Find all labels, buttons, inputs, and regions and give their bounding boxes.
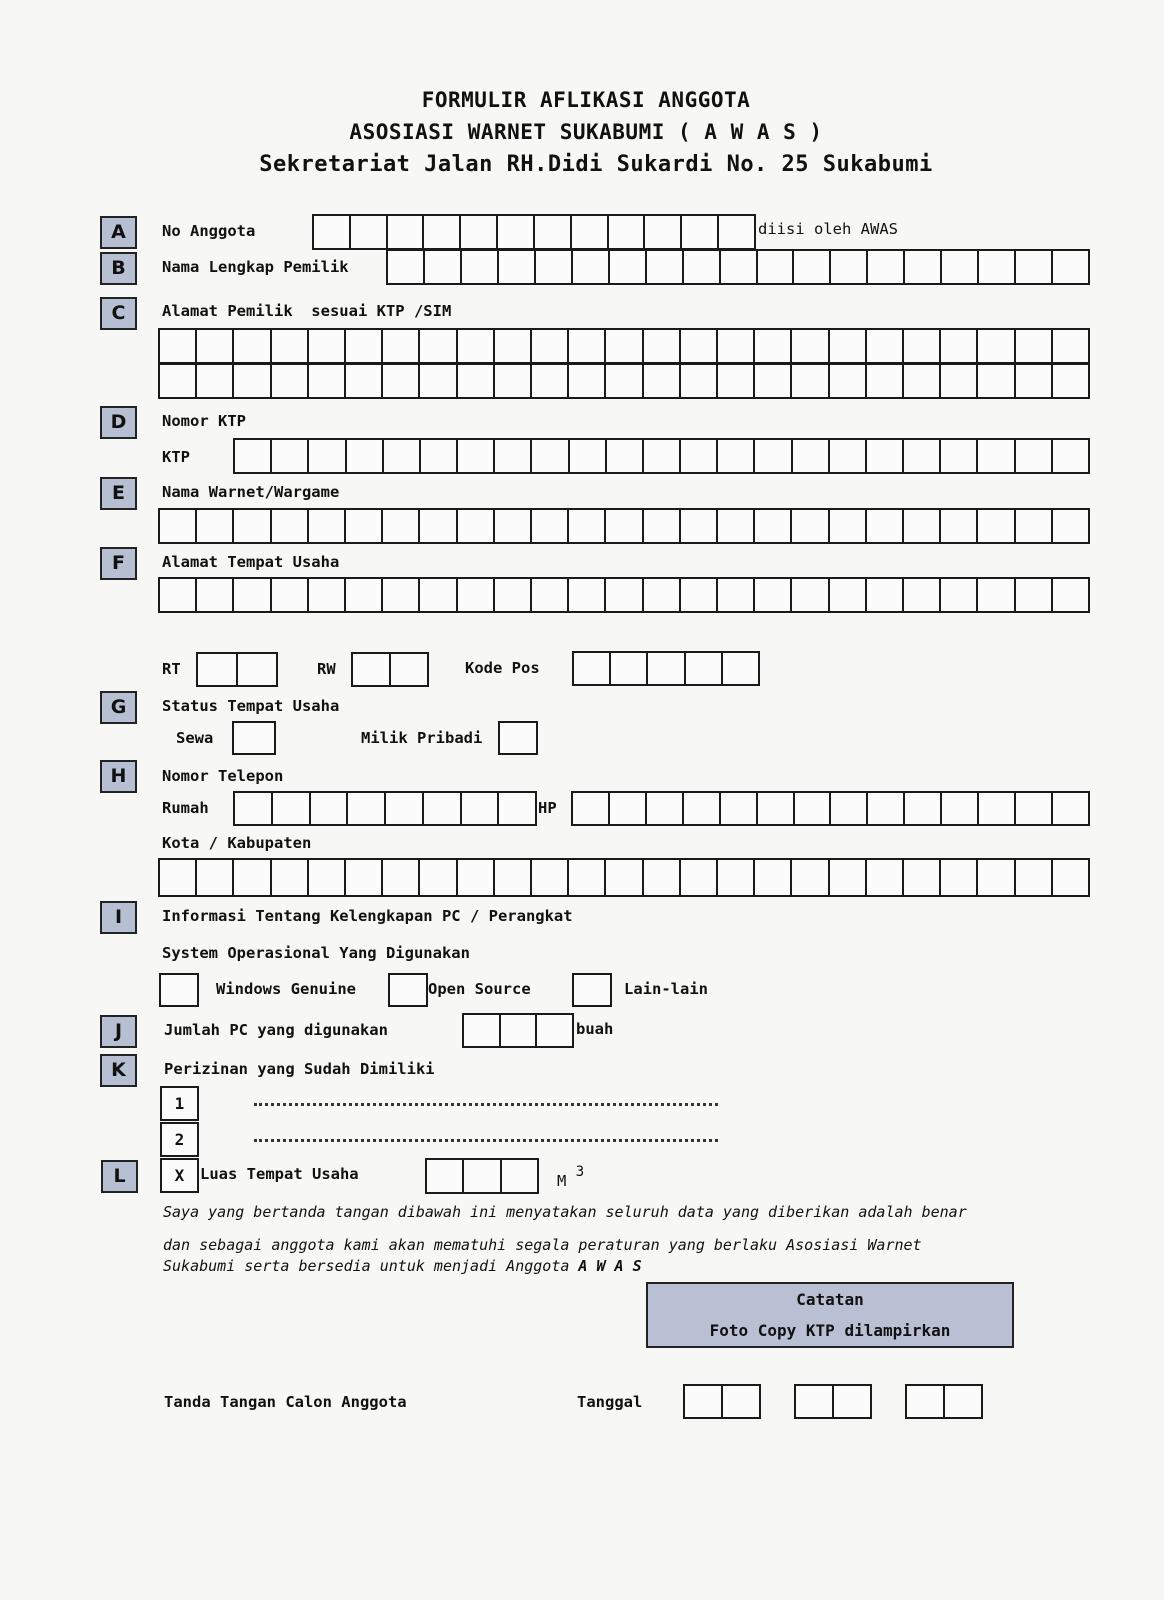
alamat-pemilik-field-row2[interactable] xyxy=(158,363,1090,399)
section-d-badge: D xyxy=(100,406,137,439)
telepon-rumah-field[interactable] xyxy=(233,791,537,826)
no-anggota-field[interactable] xyxy=(312,214,756,250)
status-usaha-label: Status Tempat Usaha xyxy=(162,697,340,715)
rw-field[interactable] xyxy=(351,652,429,687)
section-g-badge: G xyxy=(100,691,137,724)
perizinan-item-1-number: 1 xyxy=(160,1086,199,1121)
tanggal-label: Tanggal xyxy=(577,1393,643,1411)
alamat-pemilik-field-row1[interactable] xyxy=(158,328,1090,364)
rt-field[interactable] xyxy=(196,652,278,687)
lain-lain-label: Lain-lain xyxy=(624,980,708,998)
milik-pribadi-checkbox[interactable] xyxy=(498,721,538,755)
luas-tempat-usaha-field[interactable] xyxy=(425,1158,539,1194)
system-operasional-label: System Operasional Yang Digunakan xyxy=(162,944,470,962)
hp-label: HP xyxy=(538,799,557,817)
alamat-pemilik-label: Alamat Pemilik sesuai KTP /SIM xyxy=(162,302,452,320)
informasi-pc-label: Informasi Tentang Kelengkapan PC / Perangkat xyxy=(162,907,573,925)
perizinan-item-1-line[interactable] xyxy=(254,1103,718,1106)
alamat-usaha-label: Alamat Tempat Usaha xyxy=(162,553,340,571)
telepon-hp-field[interactable] xyxy=(571,791,1090,826)
rt-label: RT xyxy=(162,660,181,678)
form-title: FORMULIR AFLIKASI ANGGOTA xyxy=(421,88,751,112)
association-name: ASOSIASI WARNET SUKABUMI ( A W A S ) xyxy=(349,120,823,144)
signature-label: Tanda Tangan Calon Anggota xyxy=(164,1393,407,1411)
luas-tempat-usaha-label: Luas Tempat Usaha xyxy=(200,1165,359,1183)
declaration-line-3: Sukabumi serta bersedia untuk menjadi Anggota xyxy=(163,1257,570,1275)
kota-kabupaten-label: Kota / Kabupaten xyxy=(162,834,312,852)
unit-superscript: 3 xyxy=(575,1164,585,1180)
section-h-badge: H xyxy=(100,760,137,793)
jumlah-pc-label: Jumlah PC yang digunakan xyxy=(164,1021,388,1039)
sewa-label: Sewa xyxy=(176,729,214,747)
open-source-checkbox[interactable] xyxy=(388,973,428,1007)
perizinan-label: Perizinan yang Sudah Dimiliki xyxy=(164,1060,435,1078)
nama-pemilik-label: Nama Lengkap Pemilik xyxy=(162,258,349,276)
section-c-badge: C xyxy=(100,297,137,330)
no-anggota-label: No Anggota xyxy=(162,222,256,240)
section-b-badge: B xyxy=(100,252,137,285)
nomor-ktp-field[interactable] xyxy=(233,438,1090,474)
date-day-field[interactable] xyxy=(683,1384,761,1419)
luas-unit-label xyxy=(557,1164,585,1191)
declaration-awas: A W A S xyxy=(578,1257,642,1275)
section-j-badge: J xyxy=(100,1015,137,1048)
diisi-oleh-awas-note: diisi oleh AWAS xyxy=(758,220,898,238)
nomor-telepon-label: Nomor Telepon xyxy=(162,767,284,785)
unit-m: M xyxy=(557,1172,567,1191)
windows-genuine-checkbox[interactable] xyxy=(159,973,199,1007)
nama-warnet-label: Nama Warnet/Wargame xyxy=(162,483,340,501)
kota-kabupaten-field[interactable] xyxy=(158,858,1090,897)
perizinan-item-2-number: 2 xyxy=(160,1122,199,1157)
declaration-line-2: dan sebagai anggota kami akan mematuhi segala peraturan yang berlaku Asosiasi Warnet xyxy=(163,1236,922,1254)
ktp-sub-label: KTP xyxy=(162,448,190,466)
jumlah-pc-field[interactable] xyxy=(462,1013,574,1048)
open-source-label: Open Source xyxy=(428,980,531,998)
section-f-badge: F xyxy=(100,547,137,580)
nama-pemilik-field[interactable] xyxy=(386,249,1090,285)
lain-lain-checkbox[interactable] xyxy=(572,973,612,1007)
windows-genuine-label: Windows Genuine xyxy=(216,980,356,998)
date-month-field[interactable] xyxy=(794,1384,872,1419)
catatan-title: Catatan xyxy=(796,1290,864,1309)
rw-label: RW xyxy=(317,660,336,678)
secretariat-address: Sekretariat Jalan RH.Didi Sukardi No. 25 Sukabumi xyxy=(259,152,933,177)
catatan-text: Foto Copy KTP dilampirkan xyxy=(709,1321,951,1340)
declaration-line-3-wrap xyxy=(163,1257,642,1275)
kode-pos-field[interactable] xyxy=(572,651,760,686)
section-a-badge: A xyxy=(100,216,137,249)
perizinan-item-2-line[interactable] xyxy=(254,1139,718,1142)
section-e-badge: E xyxy=(100,477,137,510)
section-k-badge: K xyxy=(100,1054,137,1087)
date-year-field[interactable] xyxy=(905,1384,983,1419)
buah-unit-label: buah xyxy=(576,1020,614,1038)
nomor-ktp-label: Nomor KTP xyxy=(162,412,246,430)
section-l-badge: L xyxy=(101,1160,138,1193)
luas-x-marker: X xyxy=(160,1158,199,1193)
milik-pribadi-label: Milik Pribadi xyxy=(361,729,483,747)
alamat-usaha-field[interactable] xyxy=(158,577,1090,613)
catatan-note-box xyxy=(646,1282,1014,1348)
nama-warnet-field[interactable] xyxy=(158,508,1090,544)
kode-pos-label: Kode Pos xyxy=(465,659,540,677)
section-i-badge: I xyxy=(100,901,137,934)
declaration-line-1: Saya yang bertanda tangan dibawah ini menyatakan seluruh data yang diberikan adalah benar xyxy=(163,1203,967,1221)
rumah-label: Rumah xyxy=(162,799,209,817)
sewa-checkbox[interactable] xyxy=(232,721,276,755)
